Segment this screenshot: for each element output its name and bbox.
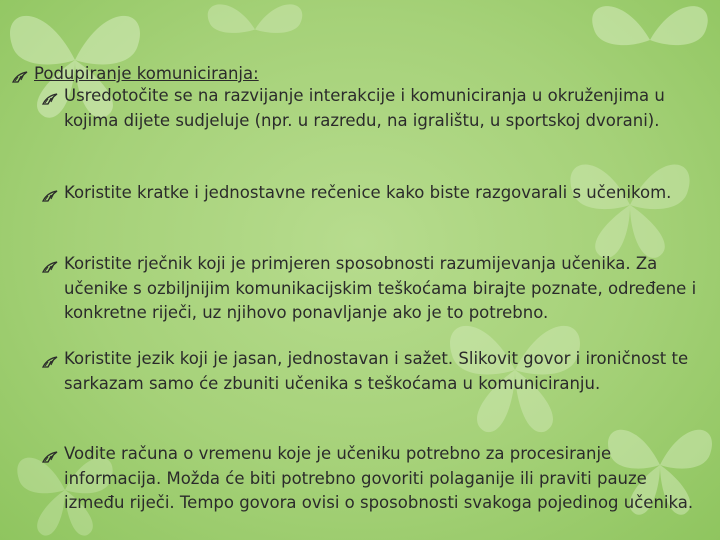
bullet-icon <box>42 186 58 200</box>
heading-text: Podupiranje komuniciranja: <box>34 64 259 83</box>
list-item-text: Vodite računa o vremenu koje je učeniku potrebno za procesiranje informacija. Možda će biti potrebno govoriti polaganije ili praviti pauze između riječi. Tempo govora ovisi o sposobnosti svakoga pojedinog učenika. <box>64 444 694 512</box>
list-item <box>42 252 714 326</box>
list-item-text: Koristite jezik koji je jasan, jednostavan i sažet. Slikovit govor i ironičnost te sarkazam samo će zbuniti učenika s teškoćama u komuniciranju. <box>64 349 689 393</box>
list-item <box>42 181 714 206</box>
bullet-icon <box>42 447 58 461</box>
list-item <box>42 347 714 396</box>
bullet-icon <box>12 67 28 81</box>
bullet-icon <box>42 352 58 366</box>
list-item-text: Koristite rječnik koji je primjeren sposobnosti razumijevanja učenika. Za učenike s ozbiljnijim komunikacijskim teškoćama birajte poznate, određene i konkretne riječi, uz njihovo ponavljanje ako je to potrebno. <box>64 254 697 322</box>
list-item <box>42 442 714 516</box>
bullet-icon <box>42 257 58 271</box>
bullet-icon <box>42 89 58 103</box>
list-item <box>42 84 714 133</box>
list-item-text: Koristite kratke i jednostavne rečenice kako biste razgovarali s učenikom. <box>64 183 672 202</box>
list-item-text: Usredotočite se na razvijanje interakcije i komuniciranja u okruženjima u kojima dijete sudjeluje (npr. u razredu, na igralištu, u sportskoj dvorani). <box>64 86 665 130</box>
slide-heading <box>12 62 259 85</box>
